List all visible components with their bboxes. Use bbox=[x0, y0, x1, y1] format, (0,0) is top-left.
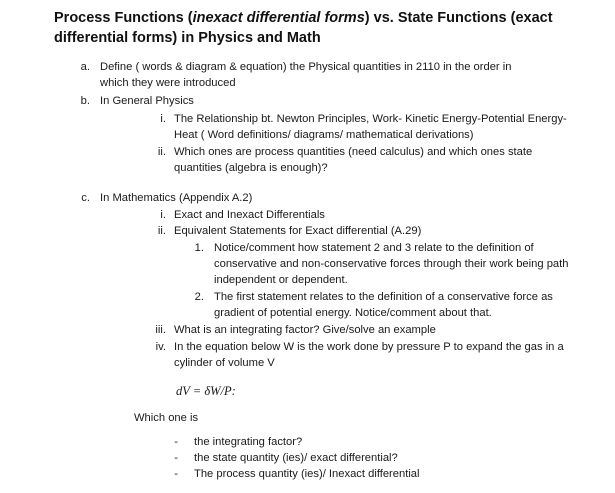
item-c-i-text: Exact and Inexact Differentials bbox=[174, 209, 325, 221]
item-a-line-1: Define ( words & diagram & equation) the Physical quantities in 2110 in the order in bbox=[100, 61, 512, 73]
item-b-label: In General Physics bbox=[100, 95, 194, 107]
bullet-1-text: the integrating factor? bbox=[194, 436, 303, 448]
bullet-2-marker: - bbox=[174, 452, 178, 464]
item-c-label: In Mathematics (Appendix A.2) bbox=[100, 192, 253, 204]
item-c-i-marker: i. bbox=[160, 209, 166, 221]
equation: dV = δW/P: bbox=[176, 384, 236, 398]
title-italic-part: inexact differential forms bbox=[192, 10, 365, 26]
item-c-1-line-2: conservative and non-conservative forces through their work being path bbox=[214, 258, 569, 270]
bullet-1-marker: - bbox=[174, 436, 178, 448]
item-b-i-marker: i. bbox=[160, 113, 166, 125]
which-one-is-label: Which one is bbox=[134, 412, 199, 424]
item-c-1-marker: 1. bbox=[194, 242, 204, 254]
item-b-ii-line-1: Which ones are process quantities (need calculus) and which ones state bbox=[174, 146, 533, 158]
item-b-marker: b. bbox=[80, 95, 90, 107]
item-c-ii-marker: ii. bbox=[157, 225, 166, 237]
item-a-marker: a. bbox=[80, 61, 90, 73]
item-c-1-line-1: Notice/comment how statement 2 and 3 relate to the definition of bbox=[214, 242, 534, 254]
title-part-1: Process Functions ( bbox=[54, 10, 193, 26]
title-part-3: ) vs. State Functions (exact bbox=[364, 10, 553, 26]
title-line-2: differential forms) in Physics and Math bbox=[54, 30, 321, 46]
item-b-ii-marker: ii. bbox=[157, 146, 166, 158]
item-c-ii-text: Equivalent Statements for Exact differential (A.29) bbox=[174, 225, 422, 237]
item-b-ii-line-2: quantities (algebra is enough)? bbox=[174, 162, 328, 174]
item-c-1-line-3: independent or dependent. bbox=[214, 274, 348, 286]
item-c-marker: c. bbox=[81, 192, 90, 204]
item-c-iii-text: What is an integrating factor? Give/solve an example bbox=[174, 324, 436, 336]
item-c-2-marker: 2. bbox=[194, 291, 204, 303]
item-c-2-line-2: gradient of potential energy. Notice/comment about that. bbox=[214, 307, 492, 319]
item-b-i-line-2: Heat ( Word definitions/ diagrams/ mathematical derivations) bbox=[174, 129, 474, 141]
item-c-iv-line-2: cylinder of volume V bbox=[174, 357, 275, 369]
item-b-i-line-1: The Relationship bt. Newton Principles, Work- Kinetic Energy-Potential Energy- bbox=[174, 113, 567, 125]
bullet-2-text: the state quantity (ies)/ exact differential? bbox=[194, 452, 398, 464]
item-c-iii-marker: iii. bbox=[155, 324, 166, 336]
item-c-2-line-1: The first statement relates to the definition of a conservative force as bbox=[214, 291, 553, 303]
item-c-iv-line-1: In the equation below W is the work done by pressure P to expand the gas in a bbox=[174, 341, 564, 353]
bullet-3-text: The process quantity (ies)/ Inexact differential bbox=[194, 468, 420, 480]
bullet-3-marker: - bbox=[174, 468, 178, 480]
document-title bbox=[54, 8, 594, 48]
item-c-iv-marker: iv. bbox=[155, 341, 166, 353]
item-a-line-2: which they were introduced bbox=[100, 77, 236, 89]
